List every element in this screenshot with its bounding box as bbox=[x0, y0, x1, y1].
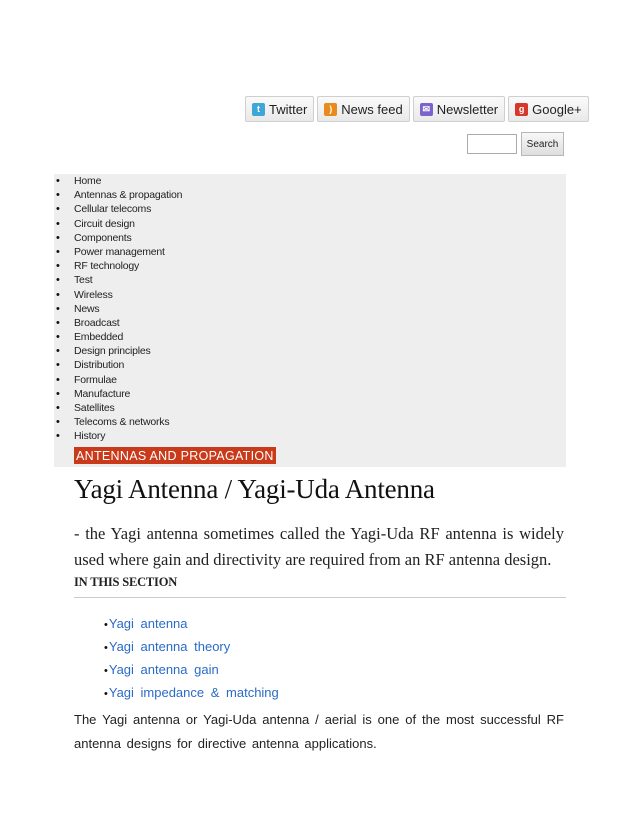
body-paragraph: The Yagi antenna or Yagi-Uda antenna / aerial is one of the most successful RF antenna designs for directive antenna applications. bbox=[74, 712, 564, 751]
search-button[interactable] bbox=[521, 132, 564, 156]
nav-item-news[interactable]: • News bbox=[54, 302, 566, 316]
nav-item-components[interactable]: • Components bbox=[54, 231, 566, 245]
bullet-icon: • bbox=[104, 619, 108, 631]
nav-list bbox=[54, 174, 566, 444]
google-plus-button[interactable] bbox=[508, 96, 589, 122]
nav-item-telecoms-networks[interactable]: • Telecoms & networks bbox=[54, 415, 566, 429]
lead-paragraph: - the Yagi antenna sometimes called the Yagi-Uda RF antenna is widely used where gain and directivity are required from an RF antenna design. bbox=[74, 524, 564, 569]
link-yagi-antenna-theory[interactable]: Yagi antenna theory bbox=[108, 639, 231, 654]
nav-item-home[interactable]: • Home bbox=[54, 174, 566, 188]
newsletter-label: Newsletter bbox=[436, 101, 499, 117]
link-yagi-impedance-matching[interactable]: Yagi impedance & matching bbox=[108, 685, 279, 700]
rss-feed-icon: ) bbox=[324, 103, 337, 116]
google-plus-icon: g bbox=[515, 103, 528, 116]
list-item bbox=[104, 635, 279, 658]
newsletter-button[interactable] bbox=[413, 96, 505, 122]
link-yagi-antenna-gain[interactable]: Yagi antenna gain bbox=[108, 662, 219, 677]
nav-item-satellites[interactable]: • Satellites bbox=[54, 401, 566, 415]
section-heading: IN THIS SECTION bbox=[74, 575, 178, 589]
search-form bbox=[467, 134, 564, 156]
page-title: Yagi Antenna / Yagi-Uda Antenna bbox=[74, 474, 435, 504]
nav-item-circuit-design[interactable]: • Circuit design bbox=[54, 217, 566, 231]
nav-item-history[interactable]: • History bbox=[54, 429, 566, 443]
nav-item-distribution[interactable]: • Distribution bbox=[54, 358, 566, 372]
breadcrumb-category[interactable]: ANTENNAS AND PROPAGATION bbox=[76, 448, 274, 463]
link-yagi-antenna[interactable]: Yagi antenna bbox=[108, 616, 188, 631]
google-plus-label: Google+ bbox=[532, 101, 582, 117]
list-item bbox=[104, 681, 279, 704]
news-feed-label: News feed bbox=[341, 101, 403, 117]
nav-item-embedded[interactable]: • Embedded bbox=[54, 330, 566, 344]
bullet-icon: • bbox=[104, 642, 108, 654]
nav-item-rf-technology[interactable]: • RF technology bbox=[54, 259, 566, 273]
main-navigation bbox=[54, 174, 566, 467]
social-bar bbox=[245, 96, 589, 122]
nav-item-manufacture[interactable]: • Manufacture bbox=[54, 387, 566, 401]
nav-item-antennas-propagation[interactable]: • Antennas & propagation bbox=[54, 188, 566, 202]
bullet-icon: • bbox=[104, 665, 108, 677]
search-button-label: Search bbox=[526, 138, 559, 150]
search-input[interactable] bbox=[467, 134, 517, 154]
nav-item-test[interactable]: • Test bbox=[54, 273, 566, 287]
nav-item-cellular-telecoms[interactable]: • Cellular telecoms bbox=[54, 202, 566, 216]
breadcrumb bbox=[54, 444, 566, 467]
twitter-button[interactable] bbox=[245, 96, 314, 122]
twitter-label: Twitter bbox=[269, 101, 308, 117]
nav-item-broadcast[interactable]: • Broadcast bbox=[54, 316, 566, 330]
list-item bbox=[104, 658, 279, 681]
news-feed-button[interactable] bbox=[317, 96, 409, 122]
nav-item-power-management[interactable]: • Power management bbox=[54, 245, 566, 259]
nav-item-formulae[interactable]: • Formulae bbox=[54, 373, 566, 387]
twitter-icon: t bbox=[252, 103, 265, 116]
section-links bbox=[104, 612, 279, 704]
nav-item-design-principles[interactable]: • Design principles bbox=[54, 344, 566, 358]
nav-item-wireless[interactable]: • Wireless bbox=[54, 288, 566, 302]
section-divider bbox=[74, 597, 566, 598]
envelope-icon: ✉ bbox=[420, 103, 433, 116]
bullet-icon: • bbox=[104, 688, 108, 700]
list-item bbox=[104, 612, 279, 635]
